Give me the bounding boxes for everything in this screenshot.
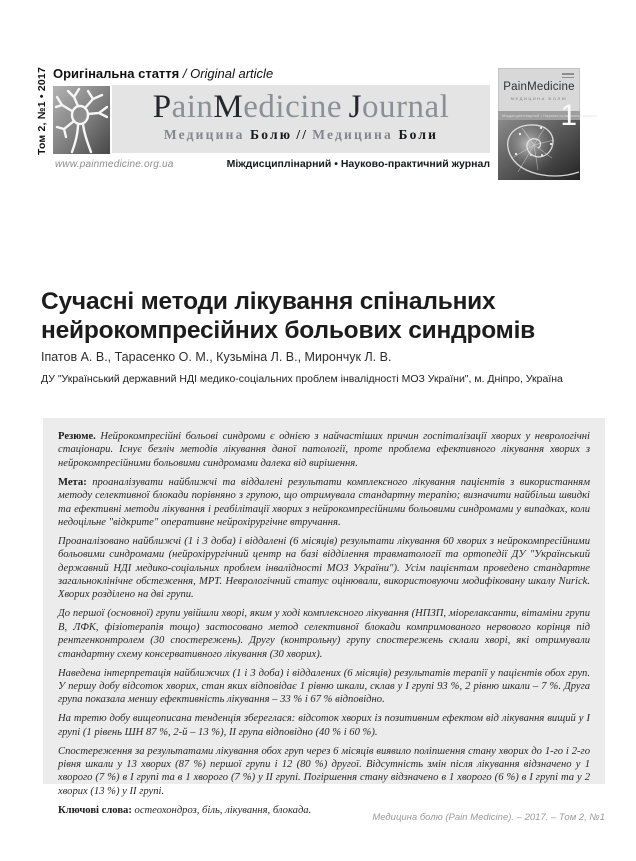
subtitle-separator: // — [296, 127, 309, 142]
journal-title-rest-ain: ain — [171, 89, 214, 125]
journal-title-rest-edicine: edicine — [243, 89, 343, 125]
journal-website: www.painmedicine.org.ua — [55, 159, 174, 170]
issue-vertical-label: Том 2, №1 • 2017 — [36, 67, 48, 155]
subtitle-medytsyna-uk: Медицина — [163, 127, 245, 142]
footer-citation: Медицина болю (Pain Medicine). – 2017. – Том 2, №1 — [372, 812, 605, 823]
cover-issn-lines — [562, 73, 574, 80]
abstract-resume-paragraph — [58, 430, 590, 470]
neuron-logo-image — [53, 86, 110, 154]
neuron-icon — [53, 86, 110, 154]
abstract-results-day3-paragraph: На третю добу вищеописана тенденція збереглася: відсоток хворих із позитивним ефектом від лікування вищий у І групі (1 рівень ШН 87 %, 2-й – 13 %), ІІ група відповідно (40 % і 60 %). — [58, 713, 590, 738]
keywords-label: Ключові слова: — [58, 804, 132, 816]
abstract-groups-paragraph: До першої (основної) групи увійшли хворі, яким у ході комплексного лікування (НПЗП, міорелаксанти, вітаміни групи В, ЛФК, фізіотерапія тощо) застосовано метод селективної блокади компримованого нервового корінця під рентгенконтролем (30 спостережень). Другу (контрольну) групу спостережень склали хворі, які отримували стандартну схему консервативного лікування (30 хворих). — [58, 608, 590, 660]
aim-text: проаналізувати найближчі та віддалені результати комплексного лікування пацієнтів з використанням методу селективної блокади порівняно з групою, що отримувала стандартну терапію; визначити найбільш швидкі та ефективні методи лікування і реабілітації хворих з нейрокомпресійними больовими синдромами у випадках, коли недоцільне "відкрите" оперативне нейрохірургічне втручання. — [58, 476, 590, 528]
resume-label: Резюме. — [58, 431, 96, 442]
article-type-separator: / — [179, 66, 191, 81]
journal-title — [112, 89, 490, 125]
article-type-en: Original article — [190, 66, 274, 81]
abstract-box — [43, 418, 605, 816]
article-authors: Іпатов А. В., Тарасенко О. М., Кузьміна Л. В., Мирончук Л. В. — [41, 350, 392, 364]
resume-text: Нейрокомпресійні больові синдроми є однією з найчастіших причин госпіталізації хворих у неврологічні стаціонари. Існує безліч методів лікування даної патології, проте проблема ефективного лікування хворих з нейрокомпресійними больовими синдромами далека від вирішення. — [58, 431, 590, 469]
subtitle-medytsyna-ru: Медицина — [312, 127, 393, 142]
journal-cover-thumbnail — [498, 68, 597, 180]
cover-bar-text: Міждисциплінарний • Науково-практичний журнал — [502, 114, 597, 118]
journal-banner — [112, 85, 490, 153]
journal-subtitle — [112, 127, 490, 143]
journal-title-cap-m: M — [213, 89, 244, 125]
article-type-label — [53, 66, 273, 81]
subtitle-boli: Боли — [398, 127, 439, 142]
aim-label: Мета: — [58, 476, 87, 488]
journal-title-cap-j: J — [348, 89, 362, 125]
keywords-text: остеохондроз, біль, лікування, блокада. — [134, 804, 312, 816]
cover-issue-number: 1 — [560, 99, 577, 132]
abstract-aim-paragraph — [58, 476, 590, 530]
journal-tagline: Міждисциплінарний • Науково-практичний журнал — [226, 158, 490, 170]
abstract-results-6mo-paragraph: Спостереження за результатами лікування обох груп через 6 місяців виявило поліпшення стану хворих до 1-го і 2-го рівня шкали у 13 хворих (87 %) першої групи і 12 (80 %) другої. Відсутність змін після лікування відзначено у 1 хворого (7 %) в І групі та в 1 хворого (7 %) у ІІ групі. Погіршення стану відзначено в 1 хворого (6 %) в І групі та у 2 хворих (13 %) у ІІ групі. — [58, 745, 590, 797]
journal-title-cap-p: P — [152, 89, 172, 125]
abstract-results-day1-paragraph: Наведена інтерпретація найближчих (1 і 3 доба) і віддалених (6 місяців) результатів терапії у пацієнтів обох груп. У першу добу відсоток хворих, стан яких відповідає 1 рівню шкали, склав у І групі 93 %, 2 рівню шкали – 7 %. Друга група показала меншу ефективність лікування – 33 % і 67 % відповідно. — [58, 667, 590, 706]
article-title: Сучасні методи лікування спінальних нейрокомпресійних больових синдромів — [41, 288, 536, 344]
cover-title: PainMedicine — [503, 81, 575, 93]
subtitle-bolyu: Болю — [250, 127, 293, 142]
journal-title-rest-ournal: ournal — [361, 89, 450, 125]
article-type-uk: Оригінальна стаття — [53, 66, 180, 81]
article-affiliation: ДУ "Український державний НДІ медико-соціальних проблем інвалідності МОЗ України", м. Дніпро, Україна — [41, 373, 563, 385]
cover-subtitle: МЕДИЦИНА БОЛЮ — [510, 96, 568, 101]
abstract-methods-paragraph: Проаналізовано найближчі (1 і 3 доба) і віддалені (6 місяців) результати лікування 60 хворих з нейрокомпресійними больовими синдромами (нейрохірургічний центр на базі відділення травматології та ортопедії ДУ "Український державний НДІ медико-соціальних проблем інвалідності МОЗ України"). Усім пацієнтам проведено стандартне загальноклінічне обстеження, МРТ. Неврологічний статус оцінювали, використовуючи модифіковану шкалу Nurick. Хворих розділено на дві групи. — [58, 535, 590, 601]
